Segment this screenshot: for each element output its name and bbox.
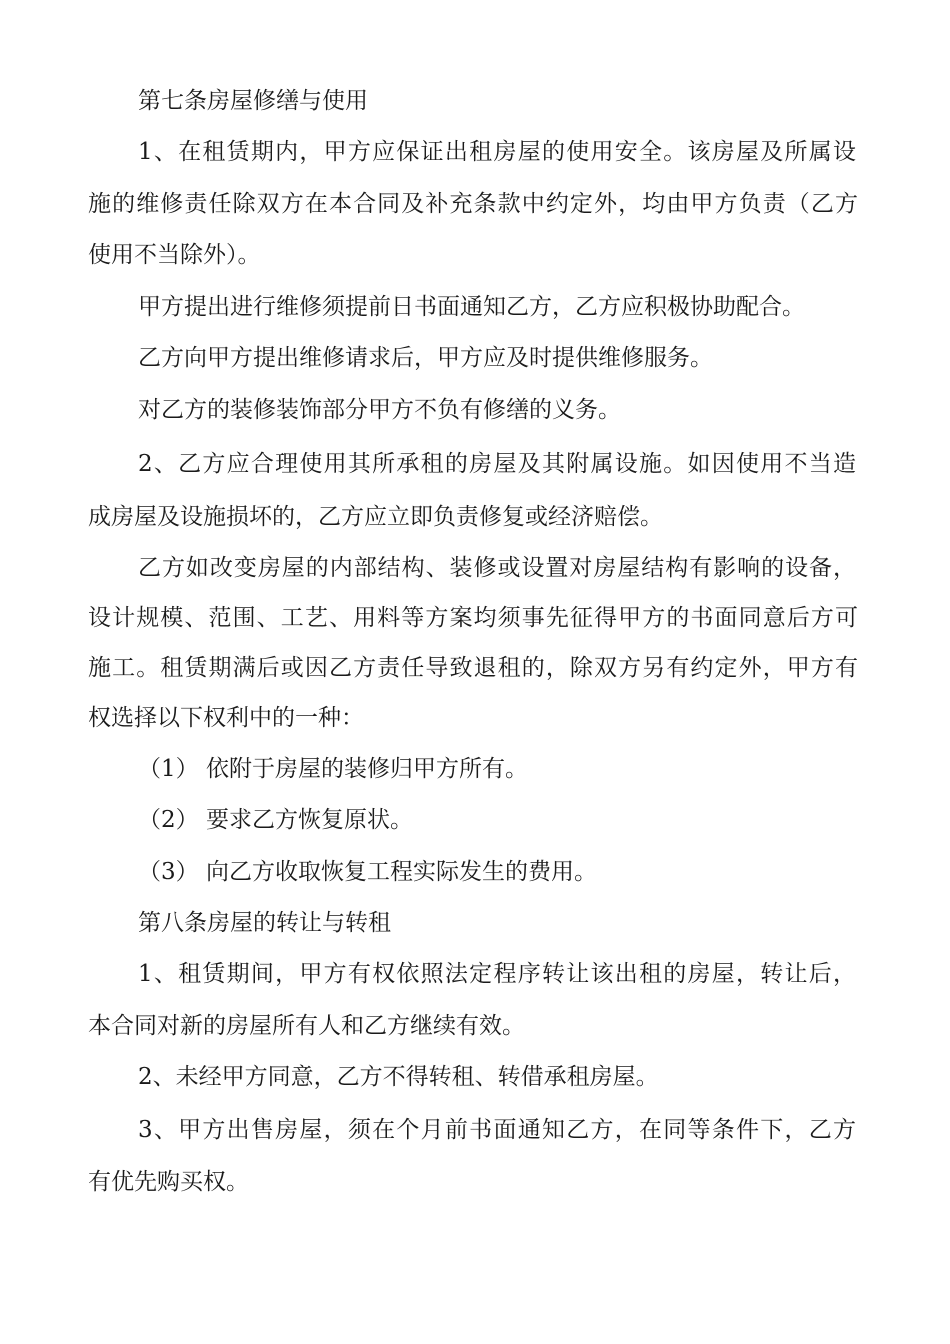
list-item-text: 依附于房屋的装修归甲方所有。	[206, 756, 528, 782]
paragraph-line: 设计规模、范围、工艺、用料等方案均须事先征得甲方的书面同意后方可	[88, 605, 858, 631]
paragraph-line: 使用不当除外）。	[88, 242, 261, 268]
list-item-number: （1）	[138, 756, 199, 782]
paragraph-line: 权选择以下权利中的一种：	[88, 705, 364, 731]
paragraph-line: 乙方向甲方提出维修请求后，甲方应及时提供维修服务。	[138, 345, 713, 371]
paragraph-line: 甲方提出进行维修须提前日书面通知乙方，乙方应积极协助配合。	[138, 294, 805, 320]
paragraph-line: 施工。租赁期满后或因乙方责任导致退租的，除双方另有约定外，甲方有	[88, 655, 858, 681]
paragraph-line: 1、在租赁期内，甲方应保证出租房屋的使用安全。该房屋及所属设	[138, 139, 856, 165]
list-item-text: 向乙方收取恢复工程实际发生的费用。	[206, 859, 597, 885]
paragraph-line: 对乙方的装修装饰部分甲方不负有修缮的义务。	[138, 397, 621, 423]
paragraph-line: 2、未经甲方同意，乙方不得转租、转借承租房屋。	[138, 1064, 659, 1090]
paragraph-line: 成房屋及设施损坏的，乙方应立即负责修复或经济赔偿。	[88, 504, 663, 530]
paragraph-line: 乙方如改变房屋的内部结构、装修或设置对房屋结构有影响的设备，	[138, 555, 856, 581]
list-item-number: （3）	[138, 859, 199, 885]
article-7-heading: 第七条房屋修缮与使用	[138, 88, 368, 114]
paragraph-line: 3、甲方出售房屋，须在个月前书面通知乙方，在同等条件下，乙方	[138, 1117, 856, 1143]
list-item-text: 要求乙方恢复原状。	[206, 807, 413, 833]
paragraph-line: 本合同对新的房屋所有人和乙方继续有效。	[88, 1013, 525, 1039]
paragraph-line: 1、租赁期间，甲方有权依照法定程序转让该出租的房屋，转让后，	[138, 961, 856, 987]
list-item-number: （2）	[138, 807, 199, 833]
article-8-heading: 第八条房屋的转让与转租	[138, 910, 391, 936]
paragraph-line: 有优先购买权。	[88, 1169, 249, 1195]
paragraph-line: 2、乙方应合理使用其所承租的房屋及其附属设施。如因使用不当造	[138, 451, 856, 477]
paragraph-line: 施的维修责任除双方在本合同及补充条款中约定外，均由甲方负责（乙方	[88, 191, 858, 217]
